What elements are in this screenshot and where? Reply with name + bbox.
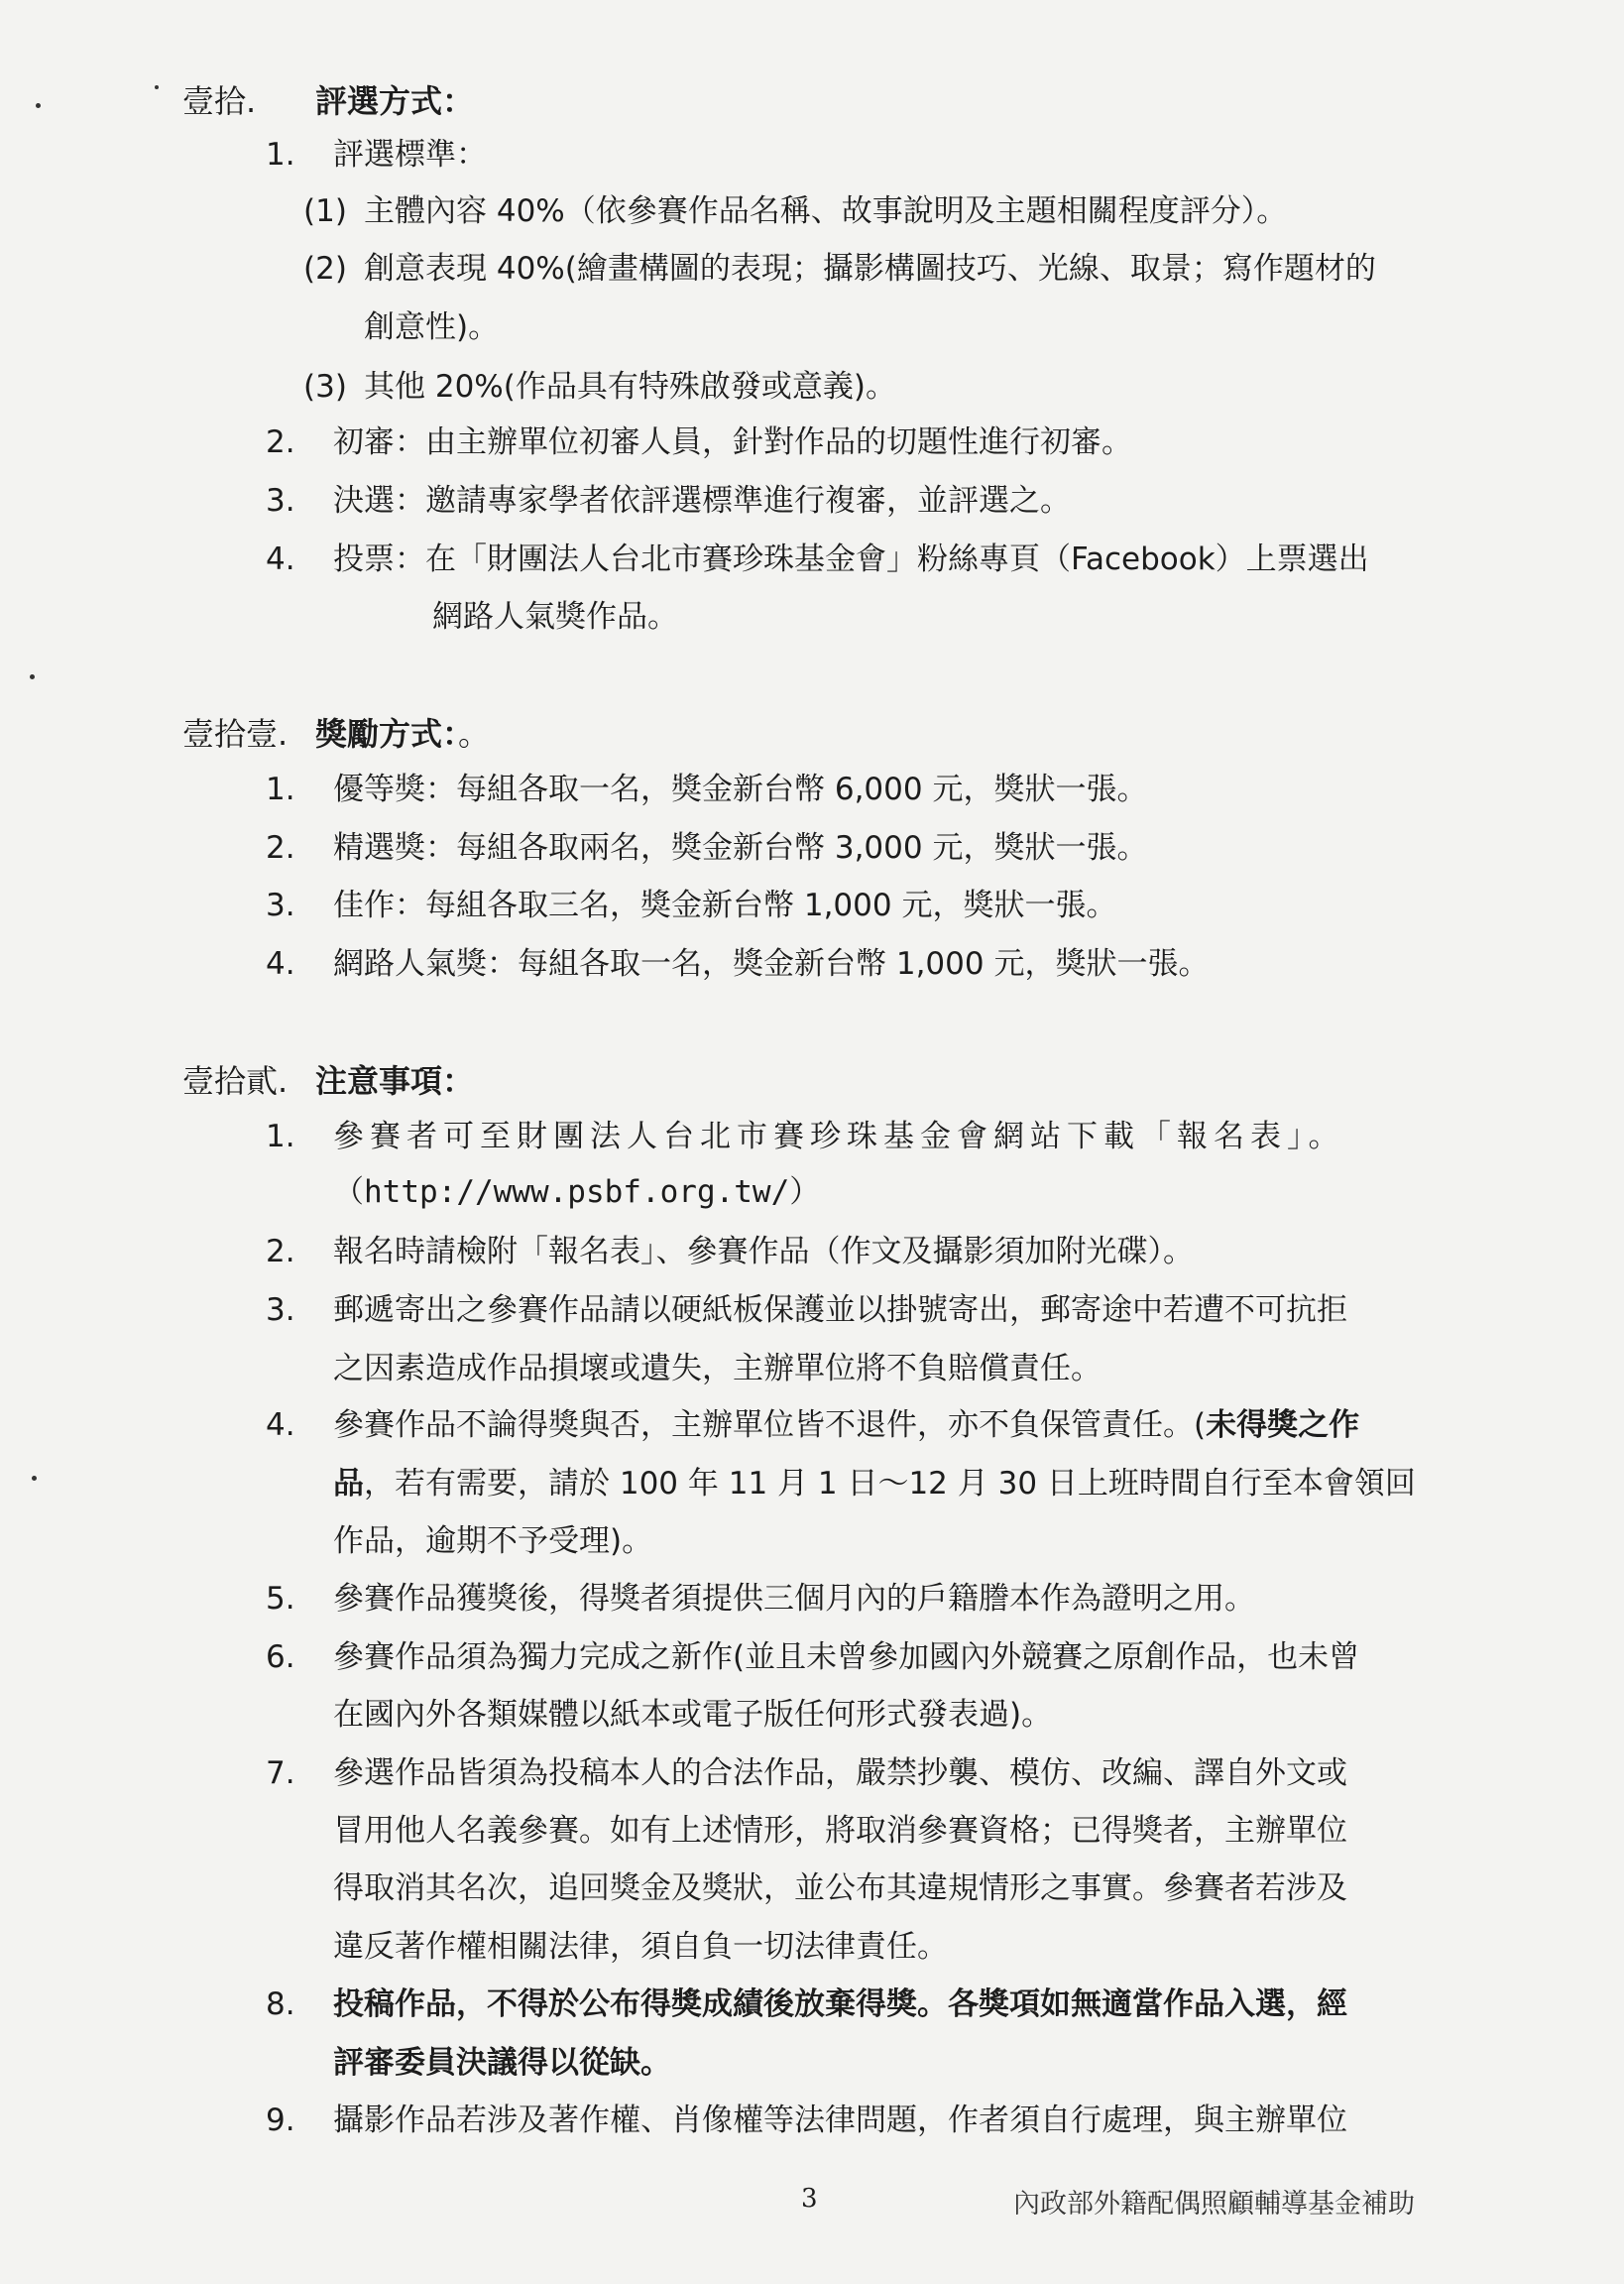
list-number: (3) xyxy=(303,369,347,405)
list-item-continuation: 作品，逾期不予受理)。 xyxy=(333,1523,653,1559)
list-item-continuation: 違反著作權相關法律，須自負一切法律責任。 xyxy=(333,1929,948,1965)
list-item-text: ，若有需要，請於 100 年 11 月 1 日～12 月 30 日上班時間自行至本會領回 xyxy=(364,1466,1416,1502)
scan-speck xyxy=(36,103,41,108)
list-item-continuation: 在國內外各類媒體以紙本或電子版任何形式發表過)。 xyxy=(333,1697,1053,1733)
section-title xyxy=(315,714,490,754)
section-number: 壹拾壹. xyxy=(182,715,289,753)
list-number: 3. xyxy=(266,1292,295,1328)
list-number: 2. xyxy=(266,1234,295,1269)
list-item-text: 參賽作品不論得獎與否，主辦單位皆不退件，亦不負保管責任。( xyxy=(333,1407,1207,1443)
list-item: 投稿作品，不得於公布得獎成績後放棄得獎。各獎項如無適當作品入選，經 xyxy=(333,1986,1347,2022)
list-number: 8. xyxy=(266,1986,295,2022)
scan-speck xyxy=(32,1476,37,1481)
list-number: 1. xyxy=(266,772,295,807)
list-number: 2. xyxy=(266,424,295,460)
list-item-continuation: 網路人氣獎作品。 xyxy=(432,599,678,635)
funding-note: 內政部外籍配偶照顧輔導基金補助 xyxy=(1013,2189,1415,2220)
list-item: 攝影作品若涉及著作權、肖像權等法律問題，作者須自行處理，與主辦單位 xyxy=(333,2103,1347,2138)
list-item: 報名時請檢附「報名表」、參賽作品（作文及攝影須加附光碟）。 xyxy=(333,1234,1194,1269)
list-item: 決選：邀請專家學者依評選標準進行複審，並評選之。 xyxy=(333,483,1071,519)
list-number: 3. xyxy=(266,483,295,519)
list-number: 1. xyxy=(266,1119,295,1154)
list-item-continuation: 冒用他人名義參賽。如有上述情形，將取消參賽資格；已得獎者，主辦單位 xyxy=(333,1813,1347,1849)
list-number: 3. xyxy=(266,888,295,923)
list-item: 佳作：每組各取三名，獎金新台幣 1,000 元，獎狀一張。 xyxy=(333,888,1117,923)
list-item: 參賽作品獲獎後，得獎者須提供三個月內的戶籍謄本作為證明之用。 xyxy=(333,1581,1255,1617)
page-number: 3 xyxy=(801,2184,818,2214)
list-item-continuation xyxy=(333,1464,1416,1503)
list-number: 6. xyxy=(266,1639,295,1675)
list-item: 精選獎：每組各取兩名，獎金新台幣 3,000 元，獎狀一張。 xyxy=(333,830,1148,866)
list-number: 4. xyxy=(266,946,295,982)
section-number: 壹拾貳. xyxy=(182,1062,289,1100)
list-number: 7. xyxy=(266,1755,295,1791)
list-item-continuation: 創意性)。 xyxy=(364,309,500,345)
list-item xyxy=(333,1405,1359,1445)
list-item: 主體內容 40%（依參賽作品名稱、故事說明及主題相關程度評分）。 xyxy=(364,193,1288,229)
section-title-suffix: 。 xyxy=(458,715,491,753)
list-number: 5. xyxy=(266,1581,295,1617)
list-number: 2. xyxy=(266,830,295,866)
scan-speck xyxy=(30,674,35,679)
list-item: 網路人氣獎：每組各取一名，獎金新台幣 1,000 元，獎狀一張。 xyxy=(333,946,1210,982)
list-item-emphasis: 未得獎之作 xyxy=(1206,1407,1360,1443)
scan-speck xyxy=(155,85,159,89)
list-item: 創意表現 40%(繪畫構圖的表現；攝影構圖技巧、光線、取景；寫作題材的 xyxy=(364,251,1376,287)
list-item: 參賽作品須為獨力完成之新作(並且未曾參加國內外競賽之原創作品，也未曾 xyxy=(333,1639,1360,1675)
list-item: 初審：由主辦單位初審人員，針對作品的切題性進行初審。 xyxy=(333,424,1132,460)
list-item-emphasis: 品 xyxy=(333,1466,364,1502)
list-number: (1) xyxy=(303,193,347,229)
list-item: 參賽者可至財團法人台北市賽珍珠基金會網站下載「報名表」。 xyxy=(333,1119,1345,1154)
list-item: 評選標準： xyxy=(333,137,487,173)
list-item: 優等獎：每組各取一名，獎金新台幣 6,000 元，獎狀一張。 xyxy=(333,772,1148,807)
list-item: 其他 20%(作品具有特殊啟發或意義)。 xyxy=(364,369,896,405)
list-item: 參選作品皆須為投稿本人的合法作品，嚴禁抄襲、模仿、改編、譯自外文或 xyxy=(333,1755,1347,1791)
list-item-continuation: 得取消其名次，追回獎金及獎狀，並公布其違規情形之事實。參賽者若涉及 xyxy=(333,1870,1347,1906)
list-item-continuation: 之因素造成作品損壞或遺失，主辦單位將不負賠償責任。 xyxy=(333,1351,1102,1386)
section-number: 壹拾. xyxy=(182,82,257,120)
list-number: 4. xyxy=(266,541,295,577)
list-number: 1. xyxy=(266,137,295,173)
section-title: 評選方式： xyxy=(315,82,475,120)
list-item-continuation: 評審委員決議得以從缺。 xyxy=(333,2045,671,2081)
list-number: 9. xyxy=(266,2103,295,2138)
list-number: (2) xyxy=(303,251,347,287)
section-title: 注意事項： xyxy=(315,1062,475,1100)
list-number: 4. xyxy=(266,1407,295,1443)
list-item-link: （http://www.psbf.org.tw/） xyxy=(333,1174,821,1210)
list-item: 投票：在「財團法人台北市賽珍珠基金會」粉絲專頁（Facebook）上票選出 xyxy=(333,541,1369,577)
section-title-text: 獎勵方式： xyxy=(315,715,459,753)
list-item: 郵遞寄出之參賽作品請以硬紙板保護並以掛號寄出，郵寄途中若遭不可抗拒 xyxy=(333,1292,1347,1328)
